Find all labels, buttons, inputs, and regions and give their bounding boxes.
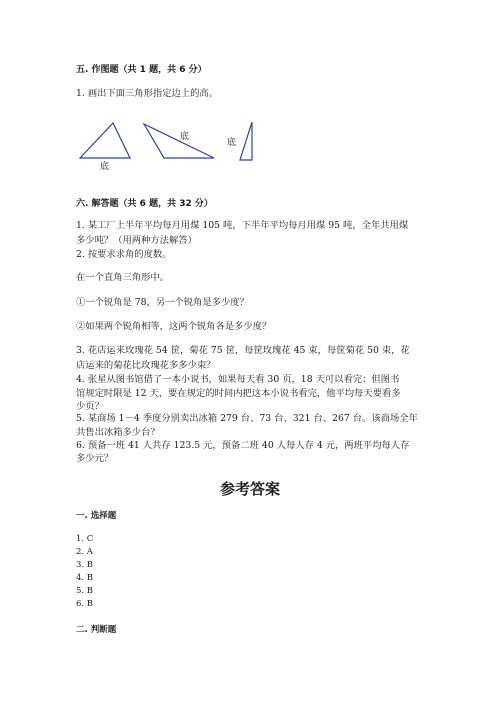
triangle-3-base-label: 底 bbox=[227, 138, 237, 148]
s6-line: ①一个锐角是 78，另一个锐角是多少度？ bbox=[76, 297, 249, 308]
s6-line: 5. 某商场 1－4 季度分别卖出冰箱 279 台、73 台、321 台、267 台。该商场全年 bbox=[76, 413, 418, 424]
triangle-1 bbox=[80, 123, 130, 158]
s6-line: 店运来的菊花比玫瑰花多多少束？ bbox=[76, 360, 216, 371]
s6-line: 多少吨？（用两种方法解答） bbox=[76, 235, 197, 246]
answer-item: 4. B bbox=[76, 573, 94, 583]
s6-line: 馆规定时限是 12 天，要在规定的时间内把这本小说书看完，他平均每天要看多 bbox=[76, 388, 401, 399]
s6-line: 6. 预备一班 41 人共存 123.5 元，预备二班 40 人每人存 4 元，两班平均每人存 bbox=[76, 440, 410, 451]
answer-item: 3. B bbox=[76, 560, 94, 570]
s6-line: 共售出冰箱多少台？ bbox=[76, 427, 160, 438]
triangles-figure bbox=[0, 118, 500, 178]
answers-section2-title: 二. 判断题 bbox=[76, 625, 117, 635]
s6-line: 1. 某工厂上半年平均每月用煤 105 吨，下半年平均每月用煤 95 吨，全年共用煤 bbox=[76, 220, 409, 231]
answer-key-title: 参考答案 bbox=[219, 480, 280, 498]
triangle-2-base-label: 底 bbox=[180, 132, 190, 142]
triangle-3 bbox=[240, 122, 252, 160]
section5-title: 五. 作图题（共 1 题，共 6 分） bbox=[76, 65, 207, 75]
answers-section1-title: 一. 选择题 bbox=[76, 511, 117, 521]
triangle-1-base-label: 底 bbox=[100, 162, 110, 172]
s6-line: 在一个直角三角形中。 bbox=[76, 272, 169, 283]
answer-item: 5. B bbox=[76, 586, 94, 596]
triangle-2 bbox=[144, 124, 214, 158]
answer-item: 6. B bbox=[76, 599, 94, 609]
s6-line: 4. 张星从图书馆借了一本小说书，如果每天看 30 页，18 天可以看完；但图书 bbox=[76, 374, 400, 385]
s6-line: 少页？ bbox=[76, 401, 104, 412]
answer-item: 2. A bbox=[76, 547, 93, 557]
s6-line: ②如果两个锐角相等，这两个锐角各是多少度？ bbox=[76, 321, 272, 332]
s6-line: 多少元？ bbox=[76, 453, 114, 464]
s6-line: 2. 按要求求角的度数。 bbox=[76, 249, 172, 260]
answer-item: 1. C bbox=[76, 534, 94, 544]
section6-title: 六. 解答题（共 6 题，共 32 分） bbox=[76, 199, 213, 209]
s6-line: 3. 花店运来玫瑰花 54 筐，菊花 75 筐，每筐玫瑰花 45 束，每筐菊花 50 束，花 bbox=[76, 345, 410, 356]
section5-question-1: 1. 画出下面三角形指定边上的高。 bbox=[76, 88, 218, 99]
